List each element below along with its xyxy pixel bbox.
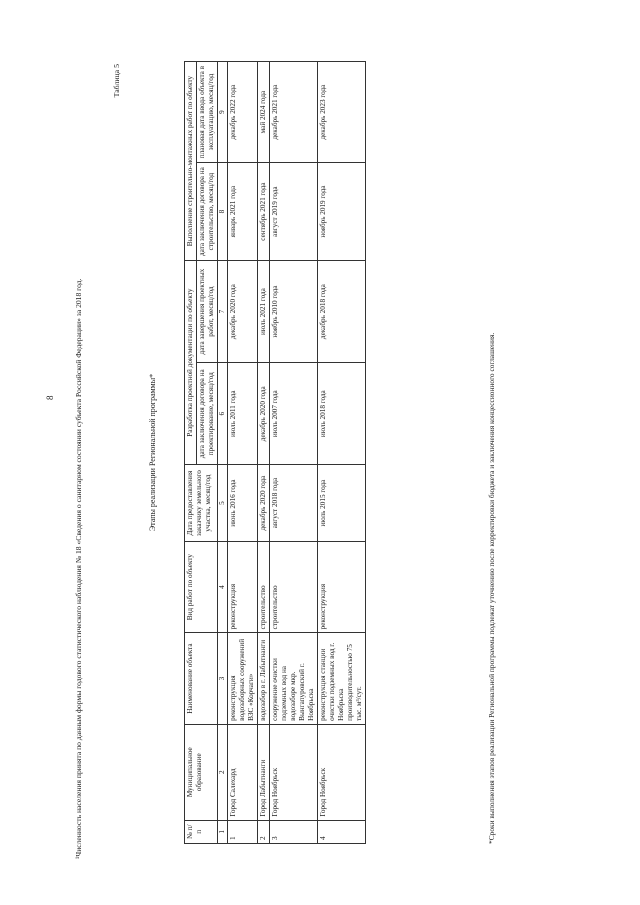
table-label: Таблица 5 bbox=[112, 64, 121, 98]
cell-design-contract: июль 2011 года bbox=[228, 363, 258, 465]
cell-land-date: июнь 2016 года bbox=[228, 465, 258, 542]
header-row-1 bbox=[185, 62, 197, 844]
cell-municipality: Город Ноябрьск bbox=[318, 724, 366, 820]
cell-work-type: реконструкция bbox=[318, 541, 366, 632]
stages-table bbox=[184, 61, 366, 844]
column-number: 8 bbox=[218, 163, 228, 261]
header-construction-group: Выполнение строительно-монтажных работ по объекту bbox=[185, 62, 197, 261]
cell-num: 2 bbox=[258, 820, 270, 843]
cell-commissioning: декабрь 2021 года bbox=[270, 62, 318, 163]
cell-construction-contract: сентябрь 2021 года bbox=[258, 163, 270, 261]
header-object-name: Наименование объекта bbox=[185, 633, 218, 724]
header-num: № п/п bbox=[185, 820, 218, 843]
cell-design-contract: декабрь 2020 года bbox=[258, 363, 270, 465]
cell-design-contract: июль 2018 года bbox=[318, 363, 366, 465]
cell-design-completion: июль 2021 года bbox=[258, 261, 270, 363]
column-number: 6 bbox=[218, 363, 228, 465]
cell-work-type: реконструкция bbox=[228, 541, 258, 632]
cell-construction-contract: январь 2021 года bbox=[228, 163, 258, 261]
column-number: 5 bbox=[218, 465, 228, 542]
cell-design-completion: декабрь 2018 года bbox=[318, 261, 366, 363]
table-row bbox=[318, 62, 366, 844]
cell-land-date: декабрь 2020 года bbox=[258, 465, 270, 542]
column-number: 9 bbox=[218, 62, 228, 163]
cell-construction-contract: ноябрь 2019 года bbox=[318, 163, 366, 261]
cell-municipality: Город Салехард bbox=[228, 724, 258, 820]
cell-object-name: реконструкция водозаборных сооружений ВЗС «Корчаги» bbox=[228, 633, 258, 724]
cell-object-name: сооружение очистки подземных вод на водозаборе мкр. Вынгапуровский г. Ноябрьска bbox=[270, 633, 318, 724]
header-work-type: Вид работ по объекту bbox=[185, 541, 218, 632]
header-design-group: Разработка проектной документации по объекту bbox=[185, 261, 197, 465]
header-commissioning: плановая дата ввода объекта в эксплуатацию, месяц/год bbox=[197, 62, 218, 163]
cell-municipality: Город Лабытнанги bbox=[258, 724, 270, 820]
table-caption: Этапы реализации Региональной программы* bbox=[148, 373, 157, 532]
column-number: 1 bbox=[218, 820, 228, 843]
page-number: 8 bbox=[45, 395, 55, 400]
cell-commissioning: май 2024 года bbox=[258, 62, 270, 163]
cell-commissioning: декабрь 2023 года bbox=[318, 62, 366, 163]
footnote-bottom: *Сроки выполнения этапов реализации Региональной программы подлежат уточнению после корректировки бюджета и заключения концессионного соглашения. bbox=[487, 332, 496, 844]
cell-construction-contract: август 2019 года bbox=[270, 163, 318, 261]
header-municipality: Муниципальное образование bbox=[185, 724, 218, 820]
cell-num: 3 bbox=[270, 820, 318, 843]
cell-commissioning: декабрь 2022 года bbox=[228, 62, 258, 163]
footnote-population: ¹Численность населения принята по данным формы годового статистического наблюдения № 18 «Сведения о санитарном состоянии субъекта Российской Федерации» за 2018 год. bbox=[74, 278, 83, 859]
cell-num: 1 bbox=[228, 820, 258, 843]
header-land-date: Дата предоставления заказчику земельного участка, месяц/год bbox=[185, 465, 218, 542]
cell-design-completion: декабрь 2020 года bbox=[228, 261, 258, 363]
column-number: 3 bbox=[218, 633, 228, 724]
column-numbers-row bbox=[218, 62, 228, 844]
table-row bbox=[258, 62, 270, 844]
header-construction-contract: дата заключения договора на строительство, месяц/год bbox=[197, 163, 218, 261]
header-design-completion: дата завершения проектных работ, месяц/год bbox=[197, 261, 218, 363]
table-row bbox=[270, 62, 318, 844]
cell-design-completion: ноябрь 2010 года bbox=[270, 261, 318, 363]
header-design-contract: дата заключения договора на проектирование, месяц/год bbox=[197, 363, 218, 465]
column-number: 7 bbox=[218, 261, 228, 363]
column-number: 4 bbox=[218, 541, 228, 632]
cell-object-name: водозабор в г. Лабытнанги bbox=[258, 633, 270, 724]
cell-design-contract: июль 2007 года bbox=[270, 363, 318, 465]
table-row bbox=[228, 62, 258, 844]
cell-work-type: строительство bbox=[270, 541, 318, 632]
cell-land-date: август 2018 года bbox=[270, 465, 318, 542]
cell-num: 4 bbox=[318, 820, 366, 843]
cell-work-type: строительство bbox=[258, 541, 270, 632]
column-number: 2 bbox=[218, 724, 228, 820]
cell-land-date: июль 2015 года bbox=[318, 465, 366, 542]
cell-municipality: Город Ноябрьск bbox=[270, 724, 318, 820]
cell-object-name: реконструкция станции очистки подземных вод г. Ноябрьска производительностью 75 тыс. м³/сут. bbox=[318, 633, 366, 724]
